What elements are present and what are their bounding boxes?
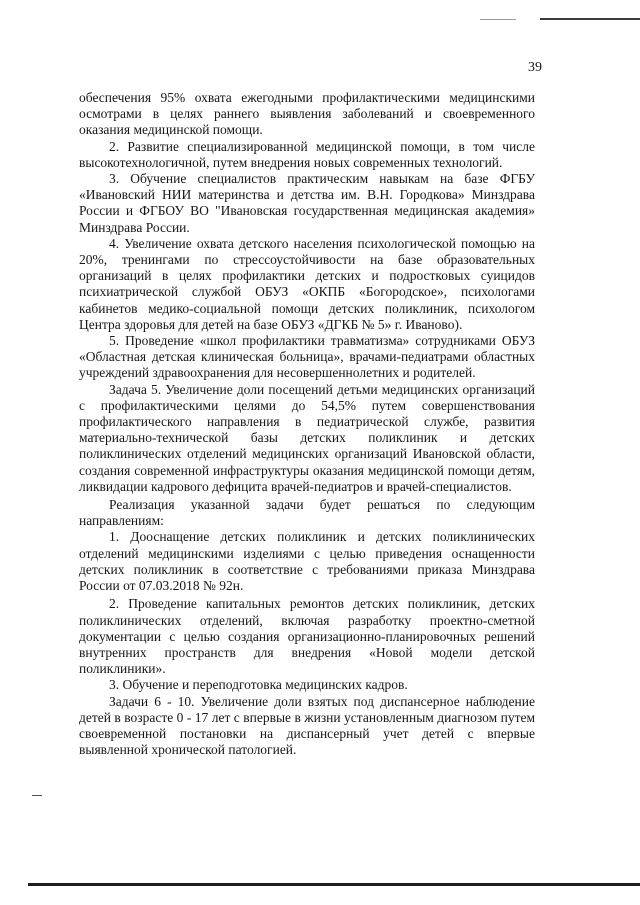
paragraph-direction-3: 3. Обучение и переподготовка медицинских кадров. [109, 677, 408, 693]
paragraph-item-4: 4. Увеличение охвата детского населения психологической помощью на 20%, тренингами по стрессоустойчивости на базе образовательных организаций в целях профилактики детских и подростковых суицидов психиатрической службой ОБУЗ «ОКПБ «Богородское», психологами кабинетов медико-социальной помощи детских поликлиник, психологом Центра здоровья для детей на базе ОБУЗ «ДГКБ № 5» г. Иваново). [79, 235, 535, 332]
paragraph-task-5: Задача 5. Увеличение доли посещений детьми медицинских организаций с профилактическими целями до 54,5% путем совершенствования профилактического направления в педиатрической службе, развития материально-технической базы детских поликлиник и детских поликлинических отделений медицинских организаций Ивановской области, создания современной инфраструктуры оказания медицинской помощи детям, ликвидации кадрового дефицита врачей-педиатров и врачей-специалистов. [79, 381, 535, 494]
page-number: 39 [528, 60, 542, 75]
paragraph-tasks-6-10: Задачи 6 - 10. Увеличение доли взятых под диспансерное наблюдение детей в возрасте 0 - 17 лет с впервые в жизни установленным диагнозом путем своевременной постановки на диспансерный учет детей с впервые выявленной хронической патологией. [79, 693, 535, 758]
scan-artifact-top-line [540, 18, 640, 20]
paragraph-direction-2: 2. Проведение капитальных ремонтов детских поликлиник, детских поликлинических отделений, включая разработку проектно-сметной документации с целью создания организационно-планировочных решений внутренних пространств для внедрения «Новой модели детской поликлиники». [79, 596, 535, 677]
document-body [79, 90, 535, 758]
scan-artifact-bottom-line [28, 883, 640, 886]
paragraph-direction-1: 1. Дооснащение детских поликлиник и детских поликлинических отделений медицинскими изделиями с целью приведения оснащенности детских поликлиник в соответствие с требованиями приказа Минздрава России от 07.03.2018 № 92н. [79, 529, 535, 594]
paragraph-item-5: 5. Проведение «школ профилактики травматизма» сотрудниками ОБУЗ «Областная детская клиническая больница», врачами-педиатрами областных учреждений здравоохранения для несовершеннолетних и родителей. [79, 333, 535, 381]
scan-artifact-top-dash [480, 19, 516, 20]
paragraph-item-2: 2. Развитие специализированной медицинской помощи, в том числе высокотехнологичной, путем внедрения новых современных технологий. [79, 138, 535, 170]
paragraph-continuation: обеспечения 95% охвата ежегодными профилактическими медицинскими осмотрами в целях раннего выявления заболеваний и своевременного оказания медицинской помощи. [79, 90, 535, 138]
paragraph-item-3: 3. Обучение специалистов практическим навыкам на базе ФГБУ «Ивановский НИИ материнства и детства им. В.Н. Городкова» Минздрава России и ФГБОУ ВО "Ивановская государственная медицинская академия» Минздрава России. [79, 171, 535, 235]
paragraph-implementation: Реализация указанной задачи будет решаться по следующим направлениям: [79, 497, 535, 529]
scan-artifact-margin-mark [32, 795, 42, 796]
